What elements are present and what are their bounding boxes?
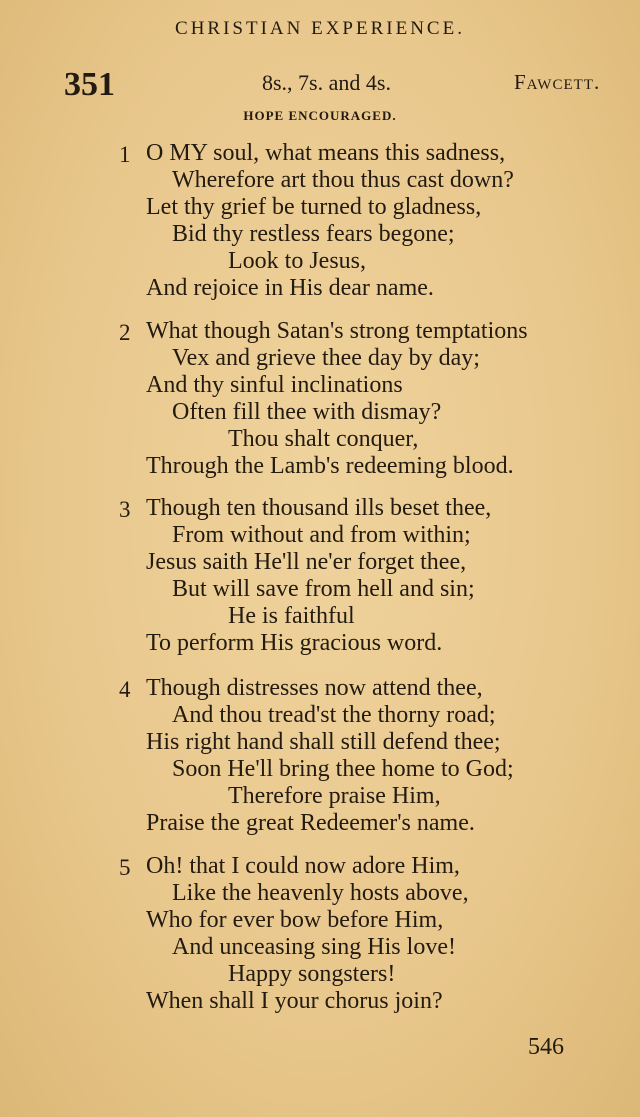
stanza-number: 1 (119, 142, 131, 167)
stanza-line: From without and from within; (172, 522, 471, 548)
stanza-line: And rejoice in His dear name. (146, 275, 434, 301)
stanza-line: And thou tread'st the thorny road; (172, 702, 496, 728)
stanza-number: 4 (119, 677, 131, 702)
page-number: 546 (528, 1034, 564, 1060)
stanza-line: Therefore praise Him, (228, 783, 441, 809)
hymn-composer: Fawcett. (514, 70, 601, 94)
stanza-line: Happy songsters! (228, 961, 396, 987)
stanza-line: Through the Lamb's redeeming blood. (146, 453, 514, 479)
stanza-line: And unceasing sing His love! (172, 934, 456, 960)
stanza-number: 3 (119, 497, 131, 522)
stanza-line: His right hand shall still defend thee; (146, 729, 501, 755)
stanza-line: What though Satan's strong temptations (146, 318, 528, 344)
stanza-line: Often fill thee with dismay? (172, 399, 442, 425)
stanza-line: Who for ever bow before Him, (146, 907, 444, 933)
stanza-line: Jesus saith He'll ne'er forget thee, (146, 549, 467, 575)
stanza-line: Oh! that I could now adore Him, (146, 853, 460, 879)
stanza-line: But will save from hell and sin; (172, 576, 475, 602)
stanza-number: 2 (119, 320, 131, 345)
stanza-line: Thou shalt conquer, (228, 426, 419, 452)
hymn-number: 351 (64, 66, 115, 103)
stanza-line: O MY soul, what means this sadness, (146, 140, 506, 166)
stanza-line: When shall I your chorus join? (146, 988, 443, 1014)
stanza-line: Let thy grief be turned to gladness, (146, 194, 482, 220)
stanza-line: Vex and grieve thee day by day; (172, 345, 480, 371)
hymn-meter: 8s., 7s. and 4s. (262, 70, 391, 95)
stanza-line: Wherefore art thou thus cast down? (172, 167, 514, 193)
stanza-line: And thy sinful inclinations (146, 372, 403, 398)
stanza-line: Bid thy restless fears begone; (172, 221, 455, 247)
stanza-line: Like the heavenly hosts above, (172, 880, 469, 906)
stanza-line: He is faithful (228, 603, 355, 629)
stanza-line: Soon He'll bring thee home to God; (172, 756, 514, 782)
stanza-line: Though distresses now attend thee, (146, 675, 483, 701)
stanza-line: Look to Jesus, (228, 248, 366, 274)
stanza-line: To perform His gracious word. (146, 630, 443, 656)
running-head: CHRISTIAN EXPERIENCE. (175, 18, 465, 39)
hymn-subtitle: HOPE ENCOURAGED. (243, 108, 397, 123)
stanza-line: Though ten thousand ills beset thee, (146, 495, 492, 521)
stanza-number: 5 (119, 855, 131, 880)
stanza-line: Praise the great Redeemer's name. (146, 810, 475, 836)
